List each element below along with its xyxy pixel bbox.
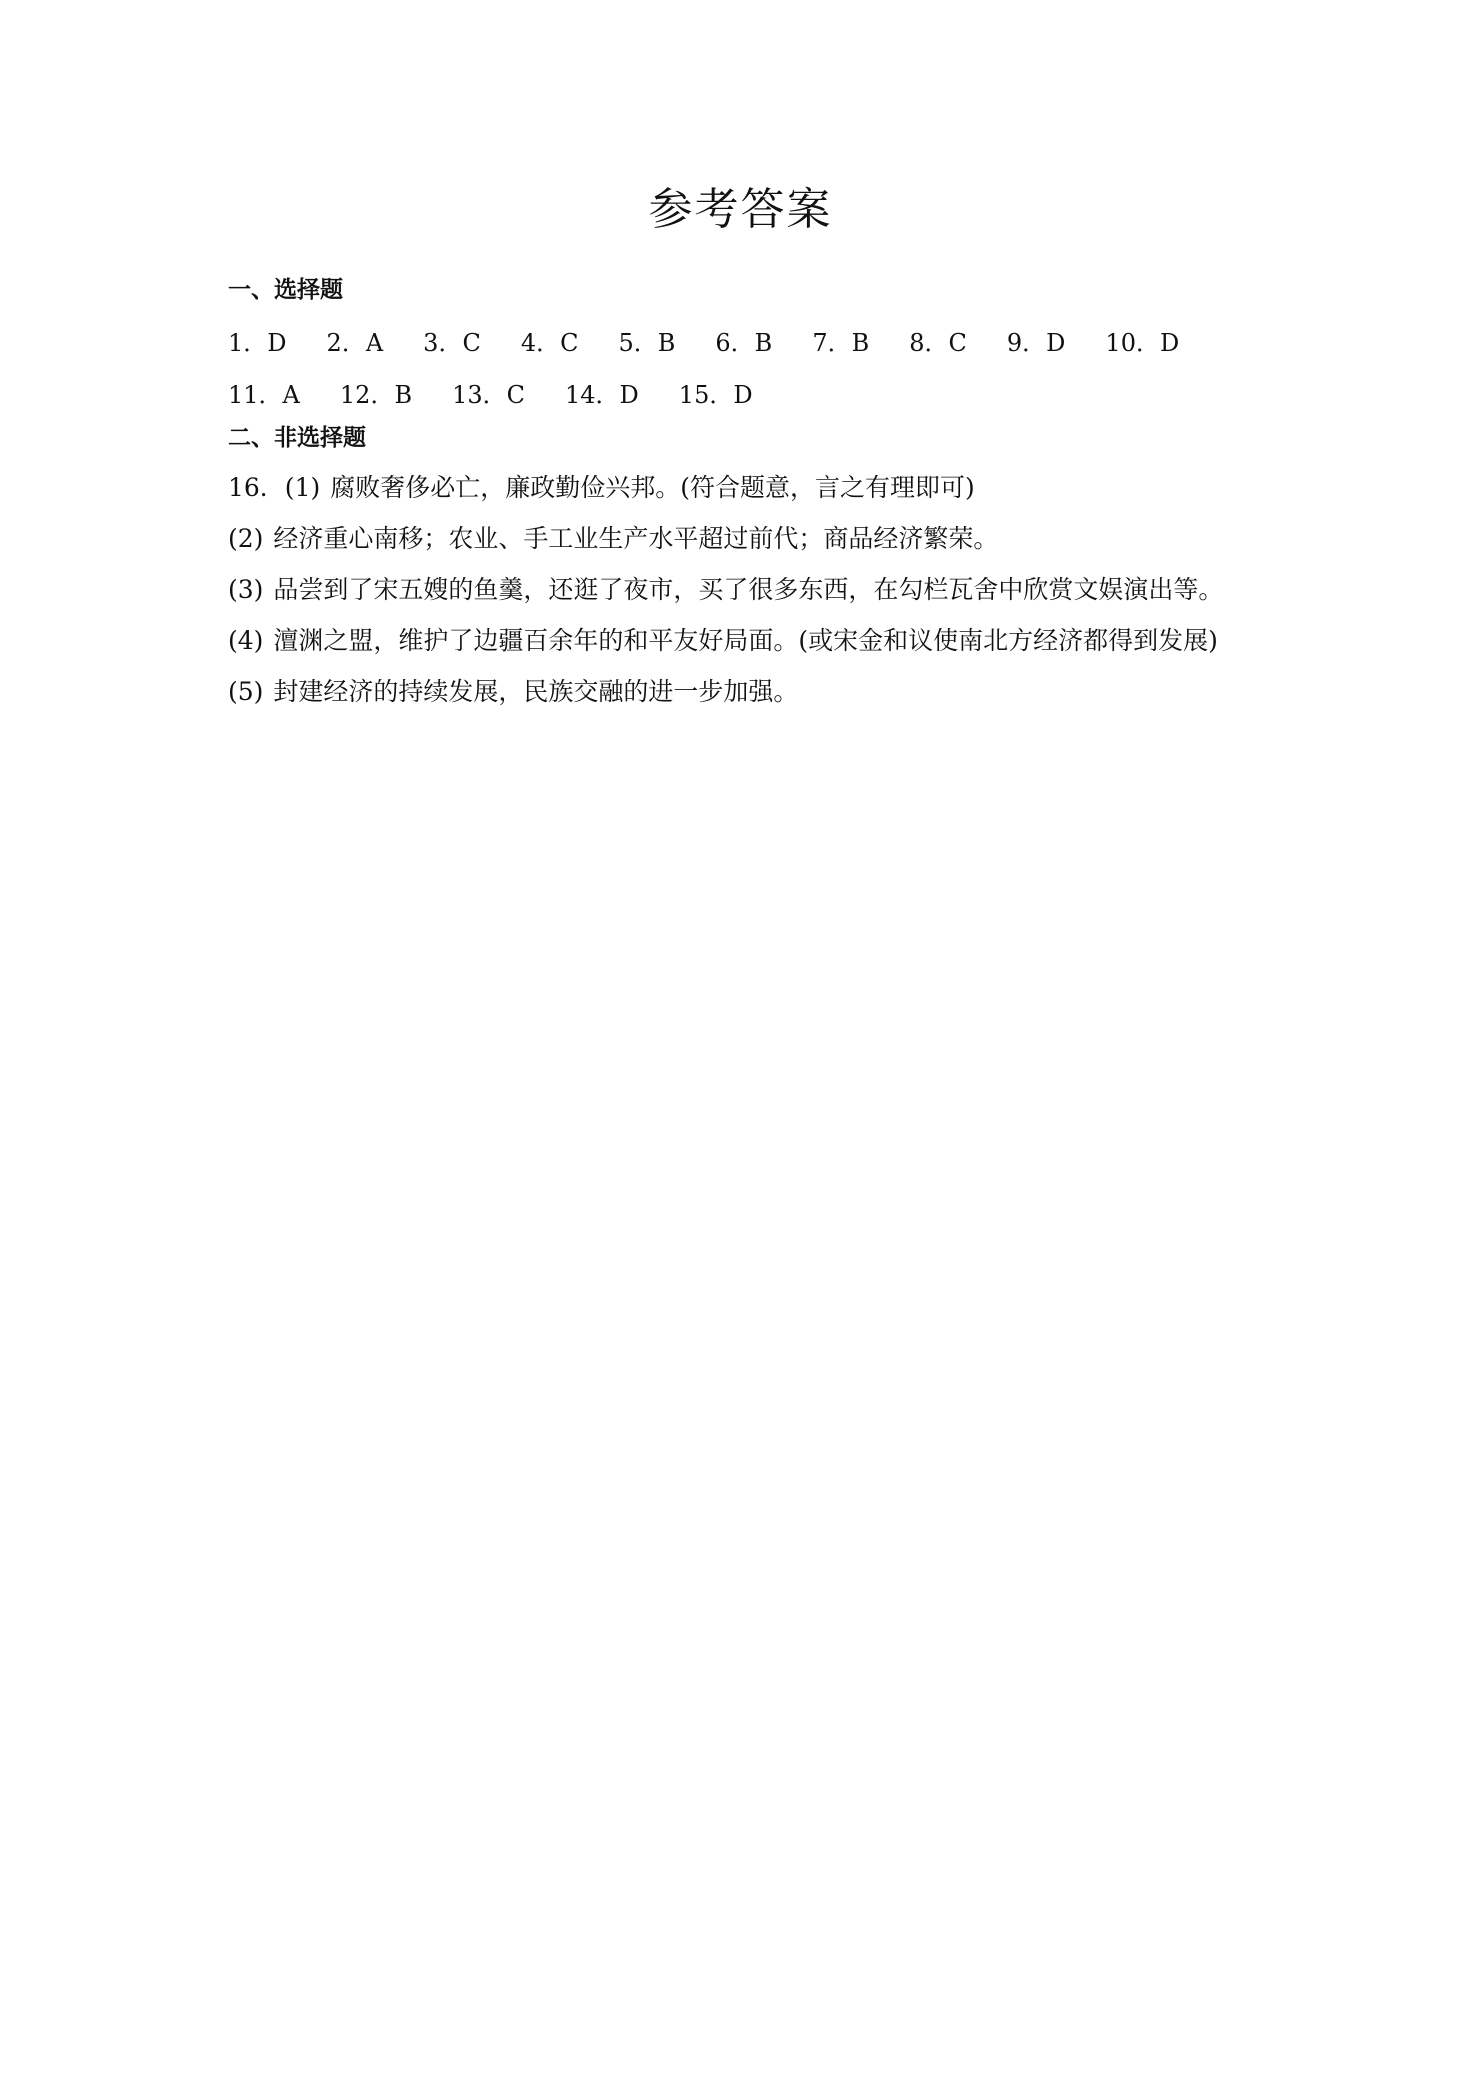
answer-line bbox=[228, 615, 1288, 666]
choice-answer: 1．D bbox=[228, 328, 287, 357]
answer-letter: B bbox=[394, 380, 413, 409]
answer-content bbox=[228, 270, 1288, 717]
question-number: 14 bbox=[565, 380, 596, 409]
answer-letter: D bbox=[1046, 328, 1066, 357]
answer-letter: D bbox=[619, 380, 639, 409]
choice-answer: 4．C bbox=[520, 328, 579, 357]
answer-line-text: 澶渊之盟，维护了边疆百余年的和平友好局面。(或宋金和议使南北方经济都得到发展) bbox=[273, 625, 1218, 655]
answer-letter: B bbox=[851, 328, 870, 357]
answer-line bbox=[228, 666, 1288, 717]
answer-letter: B bbox=[754, 328, 773, 357]
choice-answer: 14．D bbox=[565, 380, 639, 409]
answer-line-text: 封建经济的持续发展，民族交融的进一步加强。 bbox=[273, 676, 799, 706]
choice-answer: 5．B bbox=[618, 328, 676, 357]
choice-answer: 8．C bbox=[909, 328, 967, 357]
answer-line-text: 经济重心南移；农业、手工业生产水平超过前代；商品经济繁荣。 bbox=[273, 523, 999, 553]
question-number: 10 bbox=[1105, 328, 1136, 357]
answer-letter: C bbox=[462, 328, 481, 357]
answer-line-text: 腐败奢侈必亡，廉政勤俭兴邦。(符合题意，言之有理即可) bbox=[330, 472, 975, 502]
question-number: 3 bbox=[423, 328, 439, 357]
answer-line bbox=[228, 513, 1288, 564]
choice-answer: 13．C bbox=[452, 380, 525, 409]
question-number: 15 bbox=[678, 380, 710, 409]
question-number: 9 bbox=[1006, 328, 1023, 357]
choice-answer: 9．D bbox=[1006, 328, 1066, 357]
answer-line-marker: 16．(1) bbox=[228, 472, 321, 502]
answer-line-text: 品尝到了宋五嫂的鱼羹，还逛了夜市，买了很多东西，在勾栏瓦舍中欣赏文娱演出等。 bbox=[273, 574, 1224, 604]
page-title: 参考答案 bbox=[648, 184, 833, 235]
answer-line bbox=[228, 462, 1288, 513]
answer-letter: A bbox=[365, 328, 384, 357]
question-number: 2 bbox=[326, 328, 342, 357]
answer-letter: B bbox=[657, 328, 676, 357]
answer-letter: D bbox=[1159, 328, 1180, 357]
question-number: 7 bbox=[812, 328, 828, 357]
answer-letter: C bbox=[506, 380, 525, 409]
choice-answer: 6．B bbox=[715, 328, 773, 357]
question-number: 13 bbox=[452, 380, 483, 409]
answer-line-marker: (4) bbox=[228, 625, 264, 655]
choice-answer: 15．D bbox=[678, 380, 753, 409]
answer-letter: A bbox=[282, 380, 300, 409]
choice-answer-row bbox=[228, 314, 1288, 366]
choice-answer-row bbox=[228, 366, 1288, 418]
answer-line-marker: (2) bbox=[228, 523, 264, 553]
section-heading-free-response: 二、非选择题 bbox=[228, 425, 366, 451]
choice-answer: 12．B bbox=[339, 380, 413, 409]
answer-line bbox=[228, 564, 1288, 615]
question-number: 6 bbox=[715, 328, 731, 357]
section-heading-multiple-choice: 一、选择题 bbox=[228, 277, 343, 303]
question-number: 12 bbox=[339, 380, 371, 409]
answer-line-marker: (5) bbox=[228, 676, 264, 706]
choice-answer: 11．A bbox=[228, 380, 300, 409]
answer-line-marker: (3) bbox=[228, 574, 264, 604]
choice-answer: 2．A bbox=[326, 328, 384, 357]
answer-letter: D bbox=[267, 328, 287, 357]
choice-answer: 7．B bbox=[812, 328, 870, 357]
answer-letter: C bbox=[560, 328, 579, 357]
answer-letter: C bbox=[948, 328, 967, 357]
question-number: 4 bbox=[520, 328, 537, 357]
question-number: 8 bbox=[909, 328, 925, 357]
answer-letter: D bbox=[733, 380, 753, 409]
question-number: 11 bbox=[228, 380, 259, 409]
choice-answer: 3．C bbox=[423, 328, 481, 357]
question-number: 5 bbox=[618, 328, 634, 357]
choice-answer: 10．D bbox=[1105, 328, 1180, 357]
question-number: 1 bbox=[228, 328, 244, 357]
